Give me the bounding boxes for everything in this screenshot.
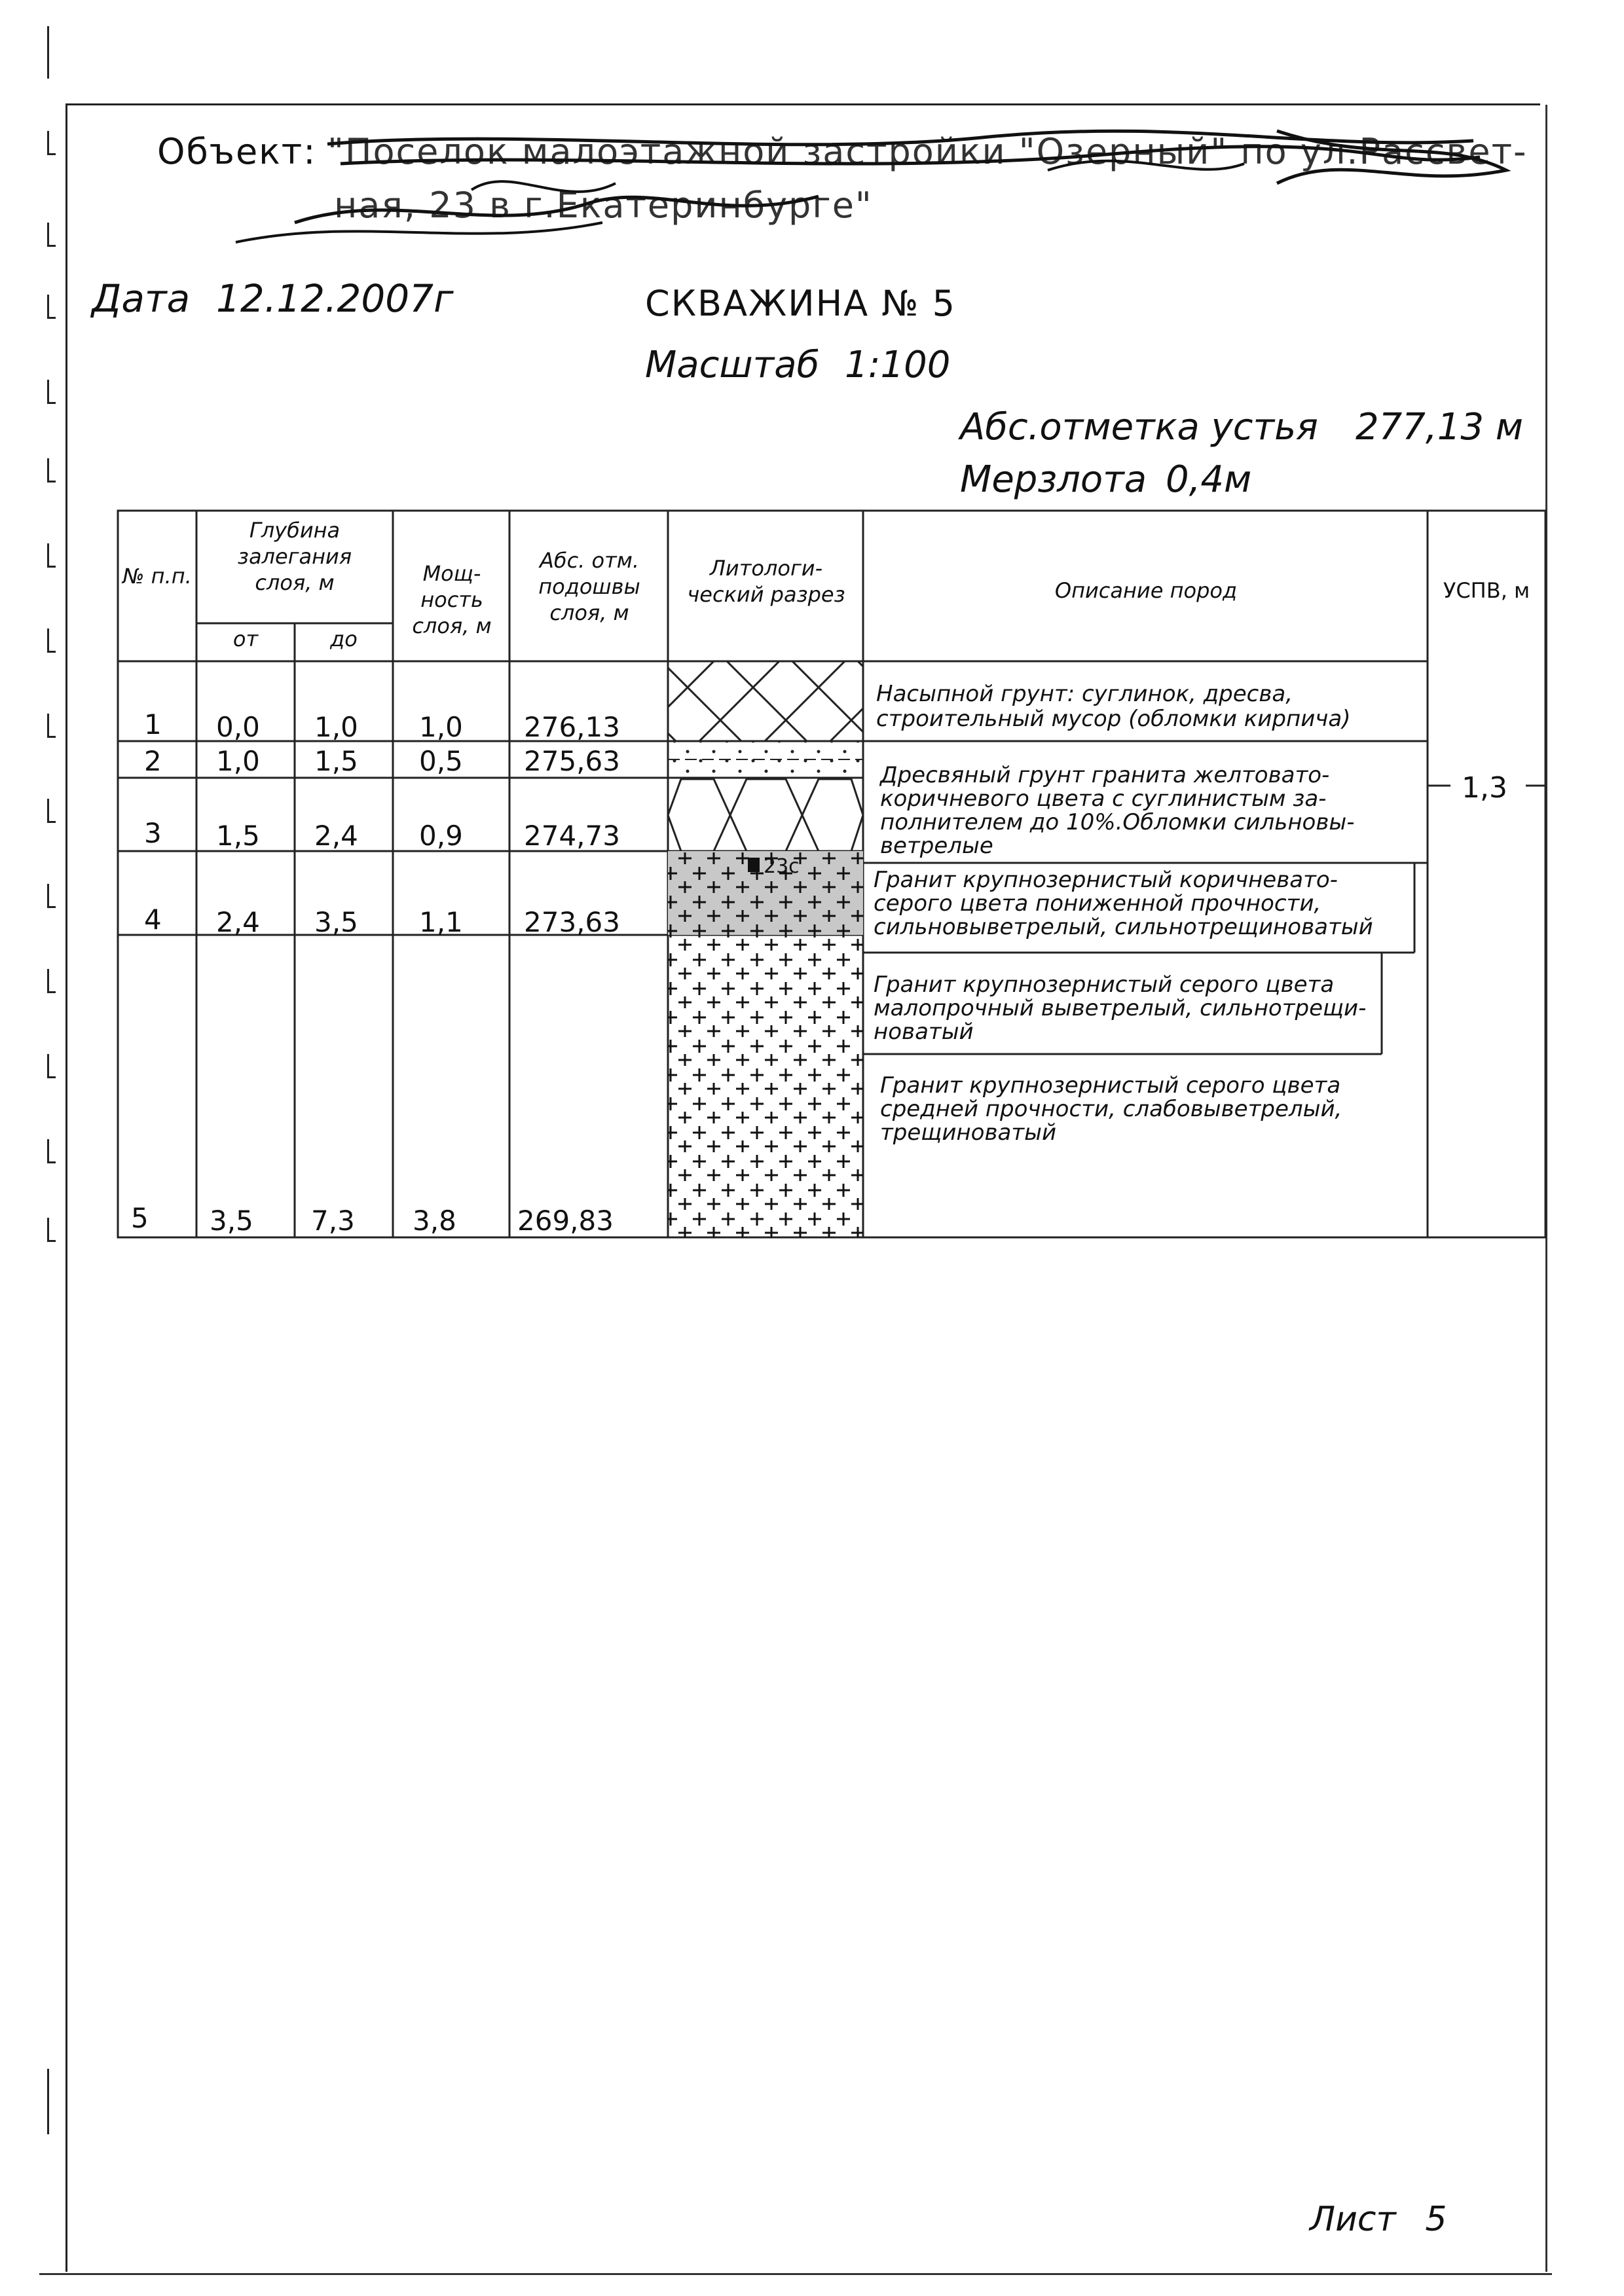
sample-mark: 23с [764, 855, 800, 878]
elevation-label: Абс.отметка устья [960, 406, 1318, 448]
col-header-litho: Литологи- ческий разрез [687, 556, 845, 607]
uspv-value: 1,3 [1462, 771, 1507, 805]
description-line: серого цвета пониженной прочности, [874, 890, 1321, 917]
date-value: 12.12.2007г [216, 276, 454, 321]
description-line: полнителем до 10%.Обломки сильновы- [880, 809, 1355, 835]
row4-to: 3,5 [314, 906, 358, 938]
row5-abs: 269,83 [517, 1205, 614, 1237]
permafrost-value: 0,4м [1166, 458, 1252, 501]
row5-thickness: 3,8 [413, 1205, 456, 1237]
row2-from: 1,0 [216, 745, 260, 777]
row3-thickness: 0,9 [419, 820, 463, 852]
description-line: строительный мусор (обломки кирпича) [876, 706, 1351, 732]
col-header-abs: Абс. отм. подошвы слоя, м [538, 548, 640, 625]
row1-number: 1 [144, 708, 162, 740]
description-line: средней прочности, слабовыветрелый, [880, 1096, 1342, 1122]
row4-from: 2,4 [216, 906, 260, 938]
col-header-thickness: Мощ- ность слоя, м [412, 561, 492, 638]
sheet-label: Лист [1310, 2200, 1396, 2239]
row5-number: 5 [131, 1202, 149, 1234]
description-line: Гранит крупнозернистый серого цвета [874, 972, 1335, 998]
description-line: ветрелые [880, 833, 993, 859]
col-header-depth-from: от [232, 627, 259, 651]
row4-abs: 273,63 [524, 906, 620, 938]
description-line: малопрочный выветрелый, сильнотрещи- [874, 995, 1367, 1021]
row1-from: 0,0 [216, 711, 260, 743]
scale-label: Масштаб [645, 344, 820, 386]
row2-thickness: 0,5 [419, 745, 463, 777]
description-line: Насыпной грунт: суглинок, дресва, [876, 681, 1293, 707]
object-label: Объект: [157, 131, 317, 172]
col-header-number: № п.п. [122, 564, 192, 589]
row2-abs: 275,63 [524, 745, 620, 777]
sheet-number [1310, 2200, 1447, 2239]
col-header-depth: Глубина залегания слоя, м [237, 518, 352, 595]
object-name-line2: ная, 23 в г.Екатеринбурге" [334, 185, 873, 226]
sheet-value: 5 [1425, 2200, 1447, 2239]
description-line: Дресвяный грунт гранита желтовато- [880, 762, 1330, 788]
col-header-description: Описание пород [1054, 578, 1238, 603]
row1-abs: 276,13 [524, 711, 620, 743]
row3-number: 3 [144, 817, 162, 849]
description-line: новатый [874, 1019, 974, 1045]
scale-value: 1:100 [845, 344, 951, 386]
permafrost-label: Мерзлота [960, 458, 1147, 501]
row2-number: 2 [144, 745, 162, 777]
date-label: Дата [92, 276, 191, 321]
description-line: сильновыветрелый, сильнотрещиноватый [874, 914, 1373, 940]
object-name-line1: "Поселок малоэтажной застройки "Озерный" по ул.Рассвет- [327, 131, 1528, 172]
row4-thickness: 1,1 [419, 906, 463, 938]
description-line: трещиноватый [880, 1120, 1057, 1146]
row3-abs: 274,73 [524, 820, 620, 852]
well-title: СКВАЖИНА № 5 [645, 283, 956, 324]
row1-to: 1,0 [314, 711, 358, 743]
col-header-uspv: УСПВ, м [1443, 578, 1530, 603]
row4-number: 4 [144, 903, 162, 936]
row5-to: 7,3 [311, 1205, 355, 1237]
row3-to: 2,4 [314, 820, 358, 852]
description-line: Гранит крупнозернистый серого цвета [880, 1072, 1341, 1099]
row1-thickness: 1,0 [419, 711, 463, 743]
row5-from: 3,5 [210, 1205, 253, 1237]
row2-to: 1,5 [314, 745, 358, 777]
row3-from: 1,5 [216, 820, 260, 852]
description-line: коричневого цвета с суглинистым за- [880, 786, 1327, 812]
col-header-depth-to: до [330, 627, 358, 651]
description-line: Гранит крупнозернистый коричневато- [874, 867, 1338, 893]
elevation-value: 277,13 м [1356, 406, 1523, 448]
